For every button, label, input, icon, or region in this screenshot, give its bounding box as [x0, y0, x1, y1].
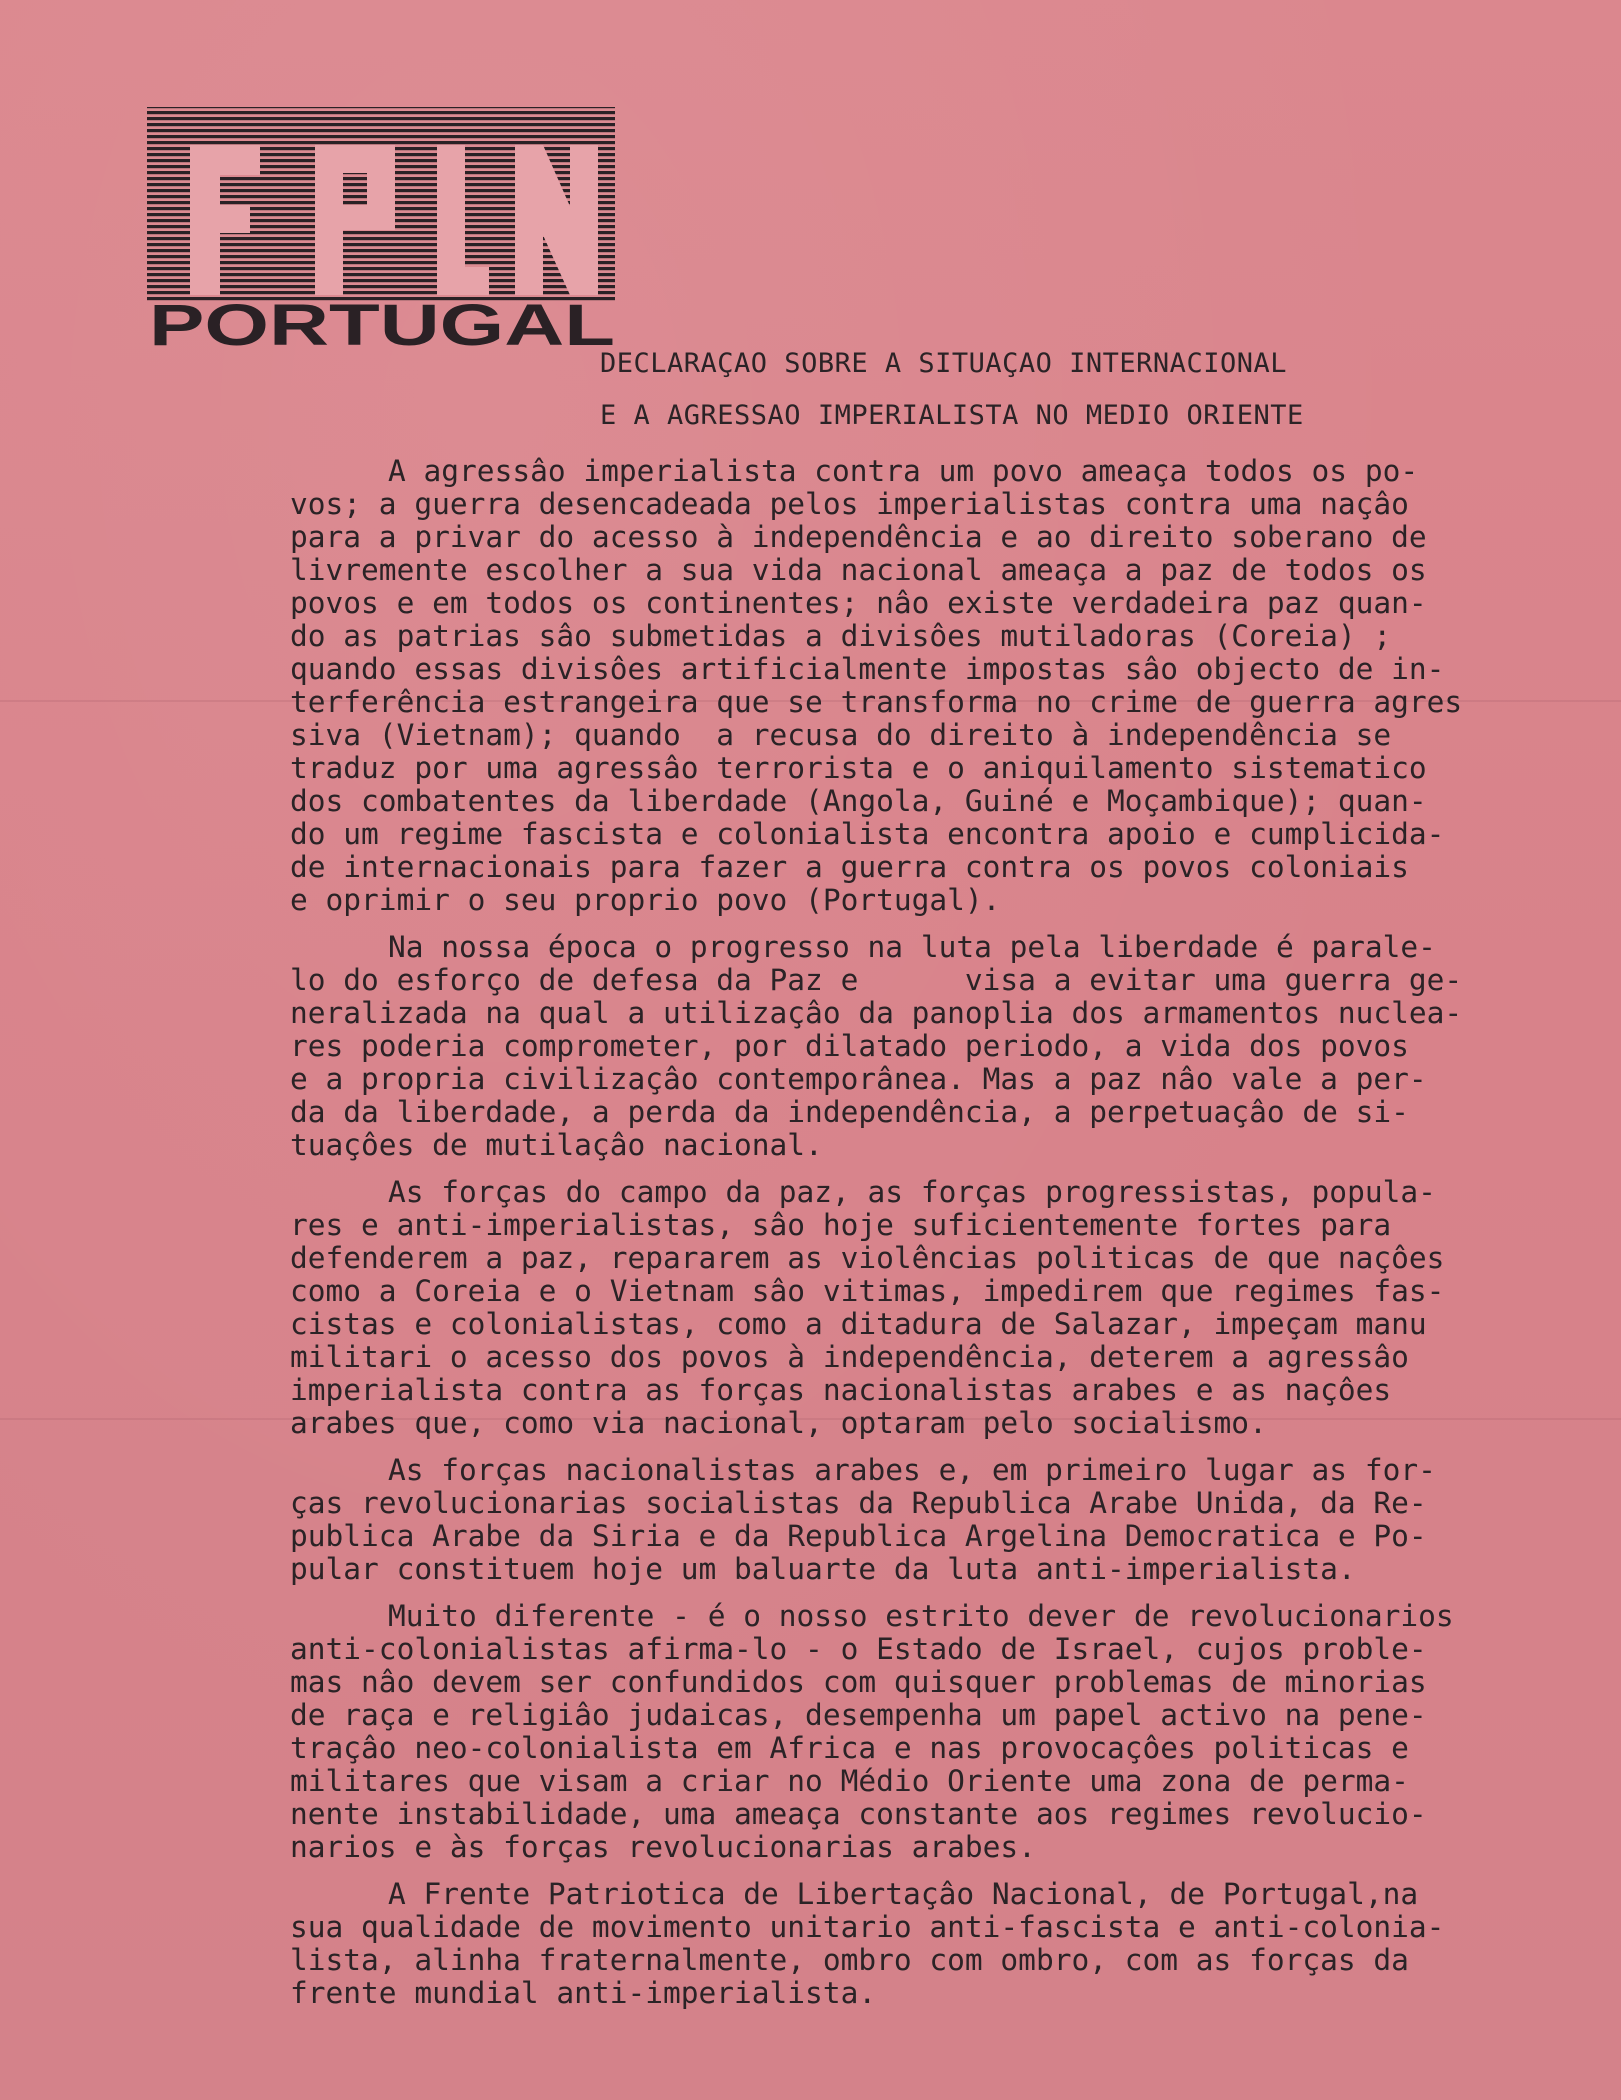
text-line: de internacionais para fazer a guerra contra os povos coloniais: [290, 850, 1409, 884]
text-line: como a Coreia e o Vietnam sâo vitimas, impedirem que regimes fas-: [290, 1274, 1445, 1308]
paragraph: [290, 1176, 1590, 1440]
text-line: sua qualidade de movimento unitario anti-fascista e anti-colonia-: [290, 1910, 1445, 1944]
text-line: imperialista contra as forças nacionalistas arabes e as naçôes: [290, 1373, 1392, 1407]
logo-portugal-word: PORTUGAL: [149, 293, 615, 350]
document-title-line-1: DECLARAÇAO SOBRE A SITUAÇAO INTERNACIONAL: [600, 348, 1287, 379]
text-line: traduz por uma agressâo terrorista e o aniquilamento sistematico: [290, 751, 1427, 785]
paragraph: [290, 1454, 1590, 1586]
paragraph: [290, 931, 1590, 1162]
text-line: do um regime fascista e colonialista encontra apoio e cumplicida-: [290, 817, 1445, 851]
text-line: A Frente Patriotica de Libertaçâo Nacional, de Portugal,na: [388, 1877, 1419, 1911]
text-line: de raça e religiâo judaicas, desempenha um papel activo na pene-: [290, 1698, 1427, 1732]
text-line: quando essas divisôes artificialmente impostas sâo objecto de in-: [290, 652, 1445, 686]
text-line: siva (Vietnam); quando a recusa do direito à independência se: [290, 718, 1392, 752]
text-line: nente instabilidade, uma ameaça constante aos regimes revolucio-: [290, 1797, 1427, 1831]
text-line: e a propria civilizaçâo contemporânea. Mas a paz nâo vale a per-: [290, 1062, 1427, 1096]
text-line: mas nâo devem ser confundidos com quisquer problemas de minorias: [290, 1665, 1427, 1699]
text-line: para a privar do acesso à independência e ao direito soberano de: [290, 520, 1427, 554]
text-line: pular constituem hoje um baluarte da luta anti-imperialista.: [290, 1552, 1356, 1586]
text-line: Muito diferente - é o nosso estrito dever de revolucionarios: [388, 1599, 1454, 1633]
text-line: narios e às forças revolucionarias arabes.: [290, 1830, 1036, 1864]
fpln-portugal-logo: [145, 105, 620, 350]
paragraph: [290, 455, 1590, 917]
text-line: anti-colonialistas afirma-lo - o Estado de Israel, cujos proble-: [290, 1632, 1427, 1666]
text-line: ças revolucionarias socialistas da Republica Arabe Unida, da Re-: [290, 1486, 1427, 1520]
paragraph: [290, 1600, 1590, 1864]
text-line: militari o acesso dos povos à independência, deterem a agressâo: [290, 1340, 1409, 1374]
text-line: defenderem a paz, repararem as violências politicas de que naçôes: [290, 1241, 1445, 1275]
text-line: As forças do campo da paz, as forças progressistas, popula-: [388, 1175, 1436, 1209]
text-line: do as patrias sâo submetidas a divisôes mutiladoras (Coreia) ;: [290, 619, 1392, 653]
text-line: da da liberdade, a perda da independência, a perpetuaçâo de si-: [290, 1095, 1409, 1129]
text-line: vos; a guerra desencadeada pelos imperialistas contra uma naçâo: [290, 487, 1409, 521]
text-line: livremente escolher a sua vida nacional ameaça a paz de todos os: [290, 553, 1427, 587]
text-line: res poderia comprometer, por dilatado periodo, a vida dos povos: [290, 1029, 1409, 1063]
text-line: As forças nacionalistas arabes e, em primeiro lugar as for-: [388, 1453, 1436, 1487]
text-line: lo do esforço de defesa da Paz e visa a evitar uma guerra ge-: [290, 963, 1463, 997]
text-line: tuaçôes de mutilaçâo nacional.: [290, 1128, 823, 1162]
text-line: terferência estrangeira que se transforma no crime de guerra agres: [290, 685, 1463, 719]
text-line: traçâo neo-colonialista em Africa e nas provocaçôes politicas e: [290, 1731, 1409, 1765]
text-line: publica Arabe da Siria e da Republica Argelina Democratica e Po-: [290, 1519, 1427, 1553]
text-line: cistas e colonialistas, como a ditadura de Salazar, impeçam manu: [290, 1307, 1427, 1341]
text-line: res e anti-imperialistas, sâo hoje suficientemente fortes para: [290, 1208, 1392, 1242]
text-line: povos e em todos os continentes; nâo existe verdadeira paz quan-: [290, 586, 1427, 620]
text-line: dos combatentes da liberdade (Angola, Guiné e Moçambique); quan-: [290, 784, 1427, 818]
text-line: A agressâo imperialista contra um povo ameaça todos os po-: [388, 454, 1419, 488]
text-line: militares que visam a criar no Médio Oriente uma zona de perma-: [290, 1764, 1409, 1798]
text-line: e oprimir o seu proprio povo (Portugal).: [290, 883, 1001, 917]
document-title-line-2: E A AGRESSAO IMPERIALISTA NO MEDIO ORIENTE: [600, 400, 1304, 431]
text-line: arabes que, como via nacional, optaram pelo socialismo.: [290, 1406, 1267, 1440]
text-line: frente mundial anti-imperialista.: [290, 1976, 877, 2010]
text-line: lista, alinha fraternalmente, ombro com ombro, com as forças da: [290, 1943, 1409, 1977]
declaration-body: [290, 455, 1590, 2024]
paragraph: [290, 1878, 1590, 2010]
text-line: neralizada na qual a utilizaçâo da panoplia dos armamentos nuclea-: [290, 996, 1463, 1030]
text-line: Na nossa época o progresso na luta pela liberdade é parale-: [388, 930, 1436, 964]
